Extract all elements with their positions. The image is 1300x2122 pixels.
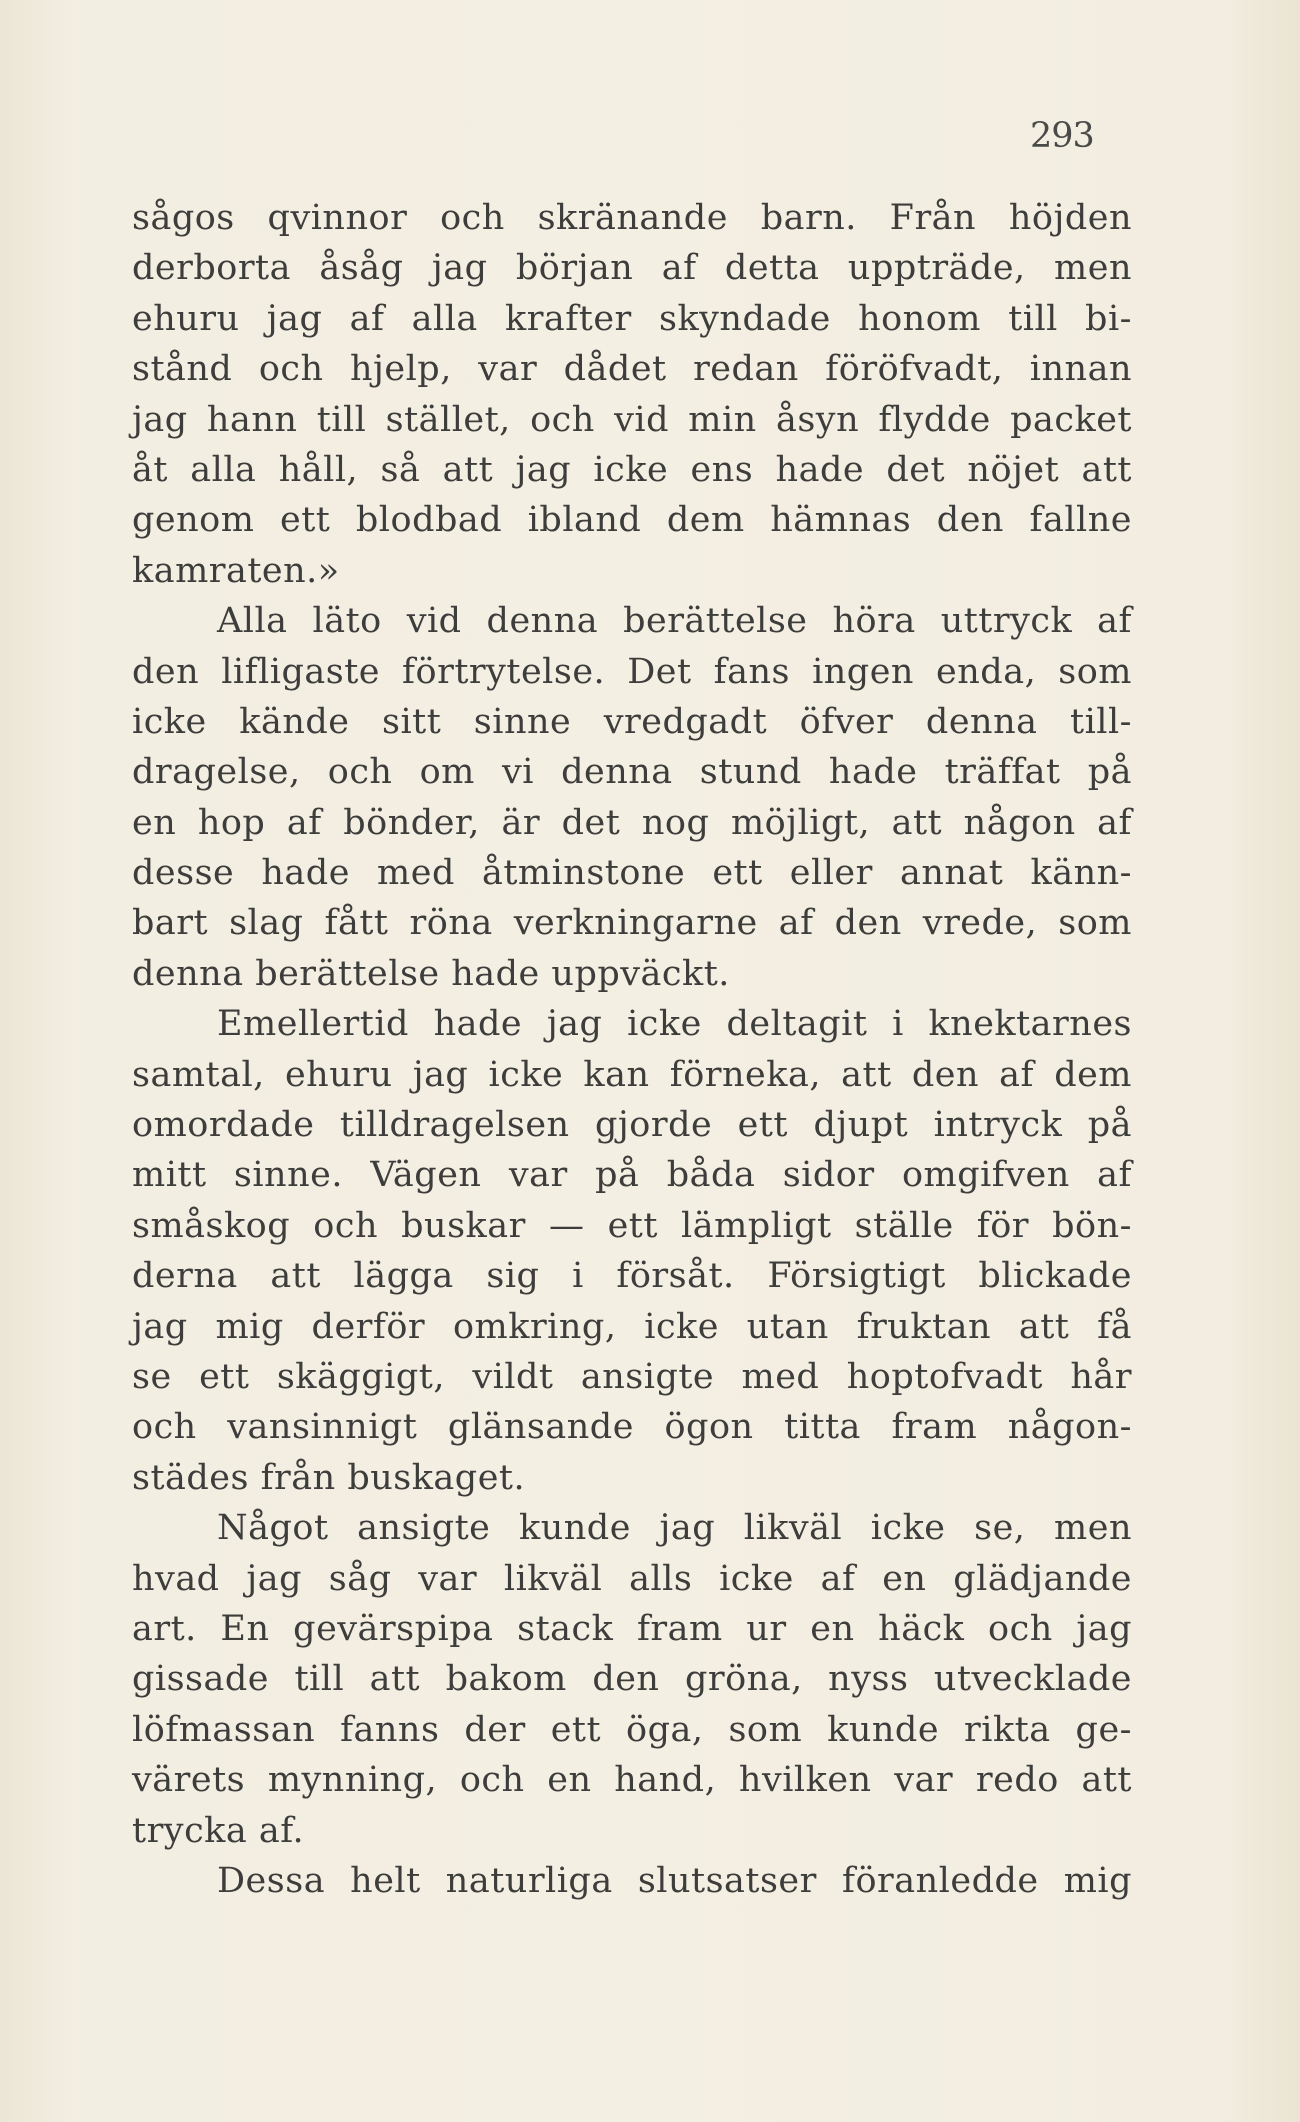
page-number: 293: [1030, 116, 1094, 156]
text-line: bart slag fått röna verkningarne af den vrede, som: [132, 903, 1132, 944]
text-line: stånd och hjelp, var dådet redan föröfvadt, innan: [132, 349, 1132, 390]
text-line: sågos qvinnor och skränande barn. Från höjden: [132, 198, 1132, 238]
text-line: derna att lägga sig i försåt. Försigtigt blickade: [132, 1256, 1132, 1297]
text-line: derborta åsåg jag början af detta uppträde, men: [132, 248, 1132, 289]
text-line: jag mig derför omkring, icke utan fruktan att få: [132, 1306, 1132, 1347]
text-line: samtal, ehuru jag icke kan förneka, att den af dem: [132, 1054, 1132, 1095]
text-line: hvad jag såg var likväl alls icke af en glädjande: [132, 1558, 1132, 1599]
text-line: och vansinnigt glänsande ögon titta fram någon-: [132, 1407, 1132, 1448]
text-line: desse hade med åtminstone ett eller annat känn-: [132, 853, 1132, 894]
text-line: art. En gevärspipa stack fram ur en häck och jag: [132, 1608, 1132, 1649]
text-line: den lifligaste förtrytelse. Det fans ingen enda, som: [132, 651, 1132, 692]
text-line: denna berättelse hade uppväckt.: [132, 953, 730, 994]
text-line: omordade tilldragelsen gjorde ett djupt intryck på: [132, 1105, 1132, 1146]
text-line: ehuru jag af alla krafter skyndade honom till bi-: [132, 298, 1132, 339]
text-line: genom ett blodbad ibland dem hämnas den fallne: [132, 500, 1132, 541]
text-line: en hop af bönder, är det nog möjligt, att någon af: [132, 802, 1132, 843]
text-line: löfmassan fanns der ett öga, som kunde rikta ge-: [132, 1709, 1132, 1750]
text-line: åt alla håll, så att jag icke ens hade det nöjet att: [132, 449, 1132, 490]
text-line: Emellertid hade jag icke deltagit i knektarnes: [217, 1004, 1132, 1045]
text-line: småskog och buskar — ett lämpligt ställe för bön-: [132, 1205, 1132, 1246]
body-text: [132, 193, 1132, 1906]
text-line: mitt sinne. Vägen var på båda sidor omgifven af: [132, 1155, 1132, 1196]
text-line: värets mynning, och en hand, hvilken var redo att: [132, 1760, 1132, 1801]
text-line: se ett skäggigt, vildt ansigte med hoptofvadt hår: [132, 1356, 1132, 1397]
text-line: icke kände sitt sinne vredgadt öfver denna till-: [132, 701, 1132, 742]
text-line: Något ansigte kunde jag likväl icke se, men: [217, 1508, 1132, 1549]
text-line: kamraten.»: [132, 550, 340, 591]
text-line: städes från buskaget.: [132, 1457, 526, 1498]
text-line: trycka af.: [132, 1810, 305, 1851]
text-line: Dessa helt naturliga slutsatser föranledde mig: [217, 1860, 1132, 1901]
text-line: jag hann till stället, och vid min åsyn flydde packet: [132, 399, 1132, 440]
text-line: gissade till att bakom den gröna, nyss utvecklade: [132, 1659, 1132, 1700]
text-line: Alla läto vid denna berättelse höra uttryck af: [217, 601, 1132, 642]
text-line: dragelse, och om vi denna stund hade träffat på: [132, 752, 1132, 793]
